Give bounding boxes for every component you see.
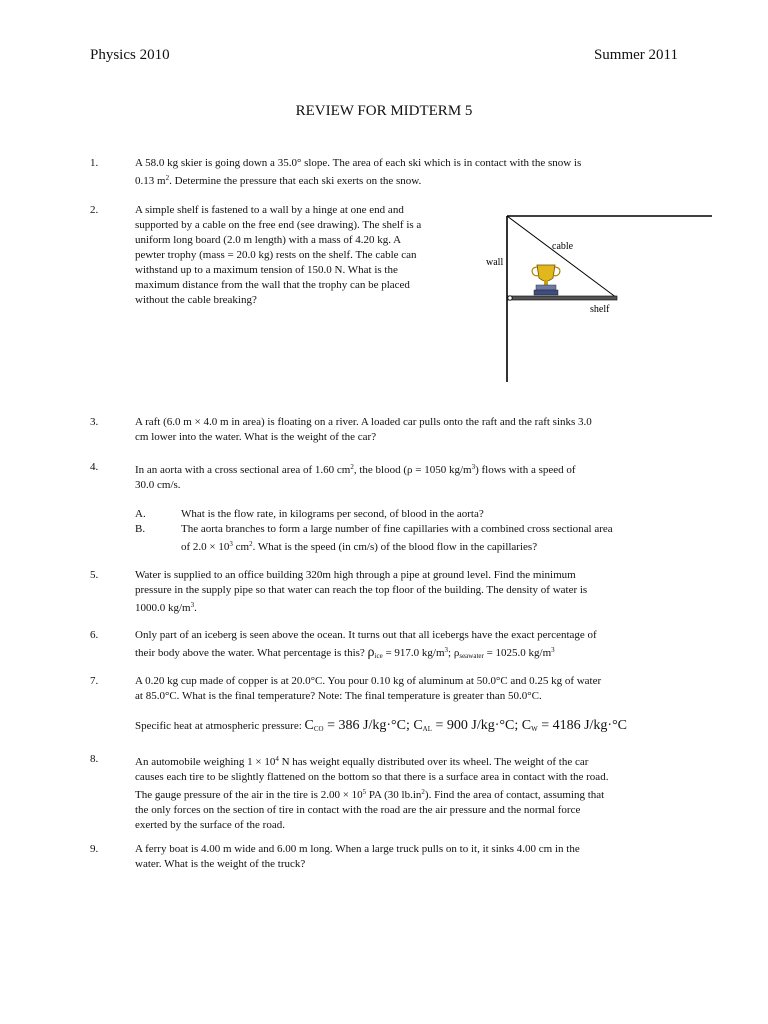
part-text: cm (232, 541, 250, 553)
part-label: B. (135, 523, 146, 535)
wall-label: wall (486, 257, 504, 268)
cable-label: cable (552, 241, 574, 252)
hinge (508, 296, 512, 300)
superscript: 2 (249, 540, 253, 548)
question-text: An automobile weighing 1 × 10 (135, 756, 276, 768)
superscript: 2 (421, 788, 425, 796)
question-text: Only part of an iceberg is seen above the ocean. It turns out that all icebergs have the exact percentage of (135, 629, 597, 641)
subscript: seawater (459, 652, 484, 660)
question-text: at 85.0°C. What is the final temperature? Note: The final temperature is greater than 50.0°C. (135, 690, 542, 702)
superscript: 5 (362, 788, 367, 796)
question-text: 30.0 cm/s. (135, 479, 181, 491)
superscript: 4 (275, 755, 279, 763)
question-text: Water is supplied to an office building 320m high through a pipe at ground level. Find the minimum (135, 569, 576, 581)
question-text: N has weight equally distributed over its wheel. The weight of the car (278, 756, 589, 768)
subscript: ice (374, 652, 383, 660)
question-text: A raft (6.0 m × 4.0 m in area) is floating on a river. A loaded car pulls onto the raft and the raft sinks 3.0 (135, 416, 592, 428)
question-text: their body above the water. What percentage is this? (135, 647, 368, 659)
question-text: water. What is the weight of the truck? (135, 858, 306, 870)
shelf-board (507, 296, 617, 300)
question-number: 2. (90, 204, 99, 216)
question-text: PA (30 lb.in (366, 789, 422, 801)
shelf-label: shelf (590, 304, 610, 315)
specific-heat-label: Specific heat at atmospheric pressure: (135, 720, 305, 732)
question-text: pressure in the supply pipe so that water can reach the top floor of the building. The density of water is (135, 584, 588, 596)
rho-symbol: ρ (367, 645, 375, 660)
superscript: 3 (229, 540, 233, 548)
question-text: , the blood (ρ = 1050 kg/m (353, 464, 472, 476)
formula: = 900 J/kg·°C; C (432, 718, 532, 733)
question-text: cm lower into the water. What is the weight of the car? (135, 431, 377, 443)
question-text: causes each tire to be slightly flattened on the bottom so that there is a surface area in contact with the road. (135, 771, 609, 783)
superscript: 2 (165, 174, 170, 182)
subscript: W (531, 725, 538, 733)
question-number: 7. (90, 675, 99, 687)
question-text: A 58.0 kg skier is going down a 35.0° slope. The area of each ski which is in contact with the snow is (135, 157, 582, 169)
superscript: 3 (444, 646, 449, 654)
question-number: 4. (90, 461, 99, 473)
superscript: 3 (551, 646, 555, 654)
question-text: supported by a cable on the free end (see drawing). The shelf is a (135, 219, 422, 231)
formula: C (304, 718, 314, 733)
question-text: 0.13 m (135, 175, 166, 187)
part-text: What is the flow rate, in kilograms per second, of blood in the aorta? (181, 508, 484, 520)
question-number: 9. (90, 843, 99, 855)
question-text: pewter trophy (mass = 20.0 kg) rests on the shelf. The cable can (135, 249, 417, 261)
part-text: The aorta branches to form a large number of fine capillaries with a combined cross sectional area (181, 523, 613, 535)
question-text: A ferry boat is 4.00 m wide and 6.00 m long. When a large truck pulls on to it, it sinks 4.00 cm in the (135, 843, 580, 855)
question-number: 3. (90, 416, 99, 428)
question-text: without the cable breaking? (135, 294, 257, 306)
specific-heat-line (135, 718, 627, 737)
formula: = 4186 J/kg·°C (537, 718, 628, 733)
shelf-diagram (480, 208, 720, 388)
superscript: 3 (190, 601, 195, 609)
part-text: of 2.0 × 10 (181, 541, 230, 553)
question-text: ). Find the area of contact, assuming that (424, 789, 605, 801)
question-text: The gauge pressure of the air in the tire is 2.00 × 10 (135, 789, 363, 801)
superscript: 3 (471, 463, 476, 471)
term-label: Summer 2011 (593, 47, 678, 63)
subscript: AL (422, 725, 433, 733)
question-text: uniform long board (2.0 m length) with a mass of 4.20 kg. A (135, 234, 402, 246)
question-text: . Determine the pressure that each ski exerts on the snow. (169, 175, 422, 187)
question-text: = 1025.0 kg/m (483, 647, 552, 659)
question-text: the only forces on the section of tire in contact with the road are the air pressure and the normal force (135, 804, 581, 816)
formula: = 386 J/kg·°C; C (323, 718, 423, 733)
question-text: maximum distance from the wall that the trophy can be placed (135, 279, 410, 291)
question-number: 1. (90, 157, 99, 169)
question-number: 8. (90, 753, 99, 765)
part-label: A. (135, 508, 146, 520)
part-text: . What is the speed (in cm/s) of the blood flow in the capillaries? (252, 541, 538, 553)
superscript: 2 (350, 463, 354, 471)
question-text: withstand up to a maximum tension of 150.0 N. What is the (135, 264, 398, 276)
cable-line (507, 216, 617, 298)
subscript: CO (313, 725, 324, 733)
question-number: 6. (90, 629, 99, 641)
question-text: exerted by the surface of the road. (135, 819, 285, 831)
question-text: A simple shelf is fastened to a wall by a hinge at one end and (135, 204, 404, 216)
question-text: In an aorta with a cross sectional area of 1.60 cm (135, 464, 351, 476)
page-title: REVIEW FOR MIDTERM 5 (295, 103, 473, 119)
trophy-icon (532, 265, 560, 295)
question-text: 1000.0 kg/m (135, 602, 191, 614)
question-text: A 0.20 kg cup made of copper is at 20.0°C. You pour 0.10 kg of aluminum at 50.0°C and 0.25 kg of water (135, 675, 602, 687)
question-text: . (194, 602, 197, 614)
course-name: Physics 2010 (90, 47, 170, 63)
question-number: 5. (90, 569, 99, 581)
question-text: = 917.0 kg/m (382, 647, 445, 659)
question-text: ) flows with a speed of (475, 464, 576, 476)
question-text: ; ρ (448, 647, 460, 659)
